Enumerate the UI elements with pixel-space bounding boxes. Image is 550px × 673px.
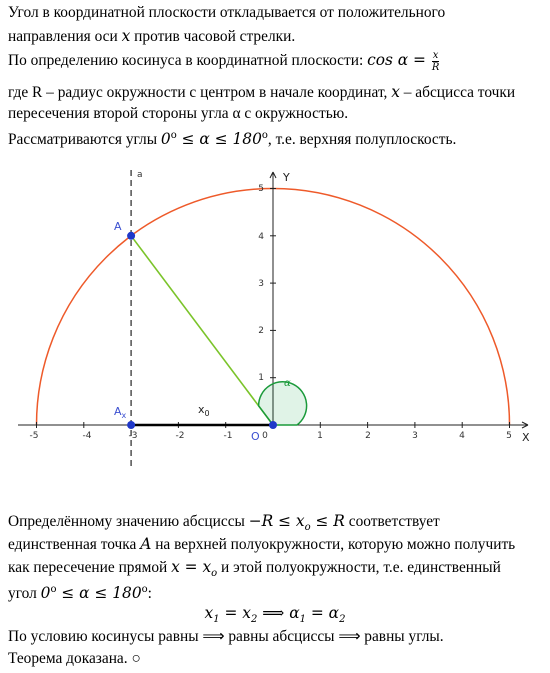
proof-line-3: как пересечение прямой $x = x_o$ и этой полуокружности, т.е. единственный: [8, 558, 501, 580]
x-tick-label: -1: [223, 431, 233, 441]
equality-line: $x_1 = x_2$ ⟹ $\alpha_1 = \alpha_2$: [204, 604, 346, 626]
x-tick-label: 4: [459, 431, 465, 441]
x-tick-label: -3: [128, 431, 138, 441]
x-axis-label: X: [522, 431, 530, 444]
angle-alpha-label: α: [284, 378, 291, 389]
fraction-x-over-r: $\frac{x}{R}$: [431, 49, 440, 73]
y-tick-label: 3: [258, 279, 264, 289]
y-axis-label: Y: [283, 171, 290, 184]
cosine-definition: По определению косинуса в координатной плоскости: cos α = $\frac{x}{R}$: [8, 49, 440, 73]
intro-line-4: где R – радиус окружности с центром в начале координат, x – абсцисса точки: [8, 83, 516, 101]
x-tick-label: 5: [506, 431, 512, 441]
x-tick-label: -4: [82, 431, 92, 441]
x-tick-label: 1: [317, 431, 323, 441]
x-tick-label: 3: [412, 431, 418, 441]
point-ax: [127, 421, 135, 429]
angle-alpha-arc: [259, 382, 307, 425]
intro-line-2: направления оси x против часовой стрелки.: [8, 27, 296, 45]
x-tick-label: 2: [365, 431, 371, 441]
proof-line-1: Определённому значению абсциссы $-R \le x_o \le R$ соответствует: [8, 512, 440, 534]
y-tick-label: 4: [258, 232, 264, 242]
point-a-label: A: [114, 220, 122, 233]
proof-line-5: По условию косинусы равны ⟹ равны абсциссы ⟹ равны углы.: [8, 628, 444, 645]
x-tick-label: -2: [175, 431, 185, 441]
intro-line-5: пересечения второй стороны угла α с окружностью.: [8, 105, 349, 122]
y-tick-label: 2: [258, 326, 264, 336]
segment-label: $x_0$: [198, 403, 210, 418]
coordinate-figure: [0, 160, 550, 470]
y-tick-label: 1: [258, 373, 264, 383]
point-o: [269, 421, 277, 429]
x-tick-label: 0: [262, 431, 268, 441]
point-ax-label: $A_x$: [114, 405, 127, 420]
intro-line-6: Рассматриваются углы $0^o \le \alpha \le 180^o$, т.е. верхняя полуплоскость.: [8, 130, 457, 148]
line-label: a: [137, 170, 143, 180]
proof-line-6: Теорема доказана. ○: [8, 650, 141, 667]
radius-oa: [131, 236, 273, 425]
x-tick-label: -5: [29, 431, 39, 441]
point-o-label: O: [251, 430, 260, 443]
point-a: [127, 232, 135, 240]
intro-line-1: Угол в координатной плоскости откладывается от положительного: [8, 4, 446, 21]
proof-line-2: единственная точка A на верхней полуокружности, которую можно получить: [8, 535, 516, 553]
proof-line-4: угол $0^o \le \alpha \le 180^o$:: [8, 584, 152, 602]
y-tick-label: 5: [258, 184, 264, 194]
